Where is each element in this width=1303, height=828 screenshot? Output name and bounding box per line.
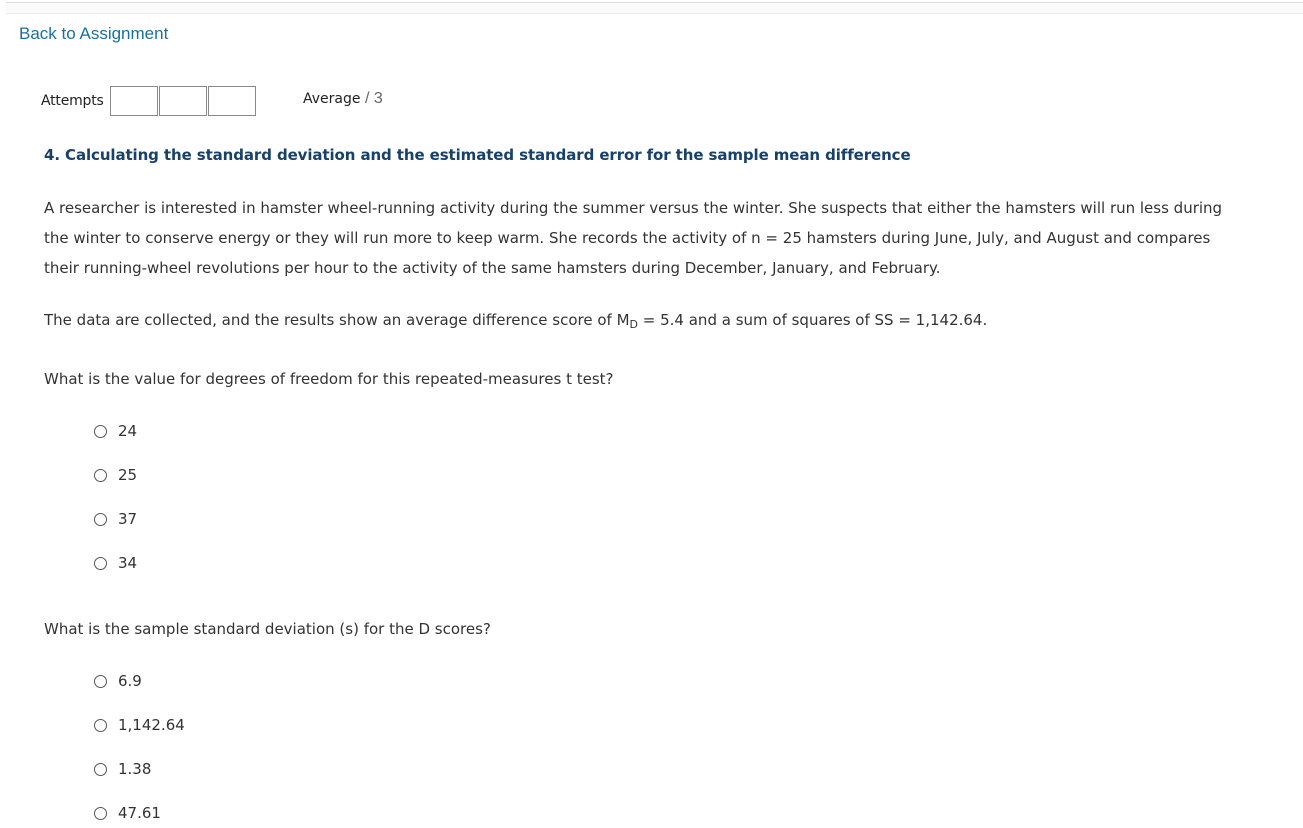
df-option-4[interactable] — [94, 554, 137, 572]
option-label: 1.38 — [118, 760, 152, 778]
data-summary-text: The data are collected, and the results show an average difference score of M — [44, 311, 630, 329]
sd-option-4[interactable] — [94, 804, 161, 822]
question-scenario: A researcher is interested in hamster wheel-running activity during the summer versus the winter. She suspects that either the hamsters will run less during the winter to conserve energy or they will run more to keep warm. She records the activity of n = 25 hamsters during June, July, and August and compares their running-wheel revolutions per hour to the activity of the same hamsters during December, January, and February. — [44, 199, 1223, 277]
radio-button[interactable] — [94, 425, 107, 438]
attempt-box-2 — [159, 86, 207, 116]
option-label: 47.61 — [118, 804, 161, 822]
average-label: Average — [303, 91, 361, 107]
radio-button[interactable] — [94, 675, 107, 688]
attempt-box-3 — [208, 86, 256, 116]
question-data-summary — [44, 305, 1224, 340]
option-label: 25 — [118, 466, 138, 484]
question-title: 4. Calculating the standard deviation and the estimated standard error for the sample mean difference — [44, 146, 911, 164]
sd-option-2[interactable] — [94, 716, 185, 734]
sd-option-3[interactable] — [94, 760, 151, 778]
df-option-1[interactable] — [94, 422, 137, 440]
attempts-row — [41, 85, 257, 117]
df-option-3[interactable] — [94, 510, 137, 528]
sd-option-1[interactable] — [94, 672, 142, 690]
radio-button[interactable] — [94, 807, 107, 820]
data-summary-text-end: = 5.4 and a sum of squares of SS = 1,142.64. — [638, 311, 988, 329]
option-label: 34 — [118, 554, 138, 572]
radio-button[interactable] — [94, 469, 107, 482]
radio-button[interactable] — [94, 513, 107, 526]
average-score — [303, 90, 383, 108]
option-label: 37 — [118, 510, 138, 528]
radio-button[interactable] — [94, 719, 107, 732]
radio-button[interactable] — [94, 557, 107, 570]
option-label: 6.9 — [118, 672, 142, 690]
option-label: 1,142.64 — [118, 716, 185, 734]
attempts-label: Attempts — [41, 93, 104, 109]
sd-question-prompt: What is the sample standard deviation (s) for the D scores? — [44, 620, 491, 638]
average-max: / 3 — [364, 90, 383, 107]
option-label: 24 — [118, 422, 138, 440]
attempt-box-1 — [110, 86, 158, 116]
df-question-prompt: What is the value for degrees of freedom for this repeated-measures t test? — [44, 370, 614, 388]
back-to-assignment-link[interactable]: Back to Assignment — [19, 24, 169, 43]
radio-button[interactable] — [94, 763, 107, 776]
top-toolbar-strip — [6, 2, 1303, 14]
df-option-2[interactable] — [94, 466, 137, 484]
md-subscript: D — [629, 318, 639, 331]
